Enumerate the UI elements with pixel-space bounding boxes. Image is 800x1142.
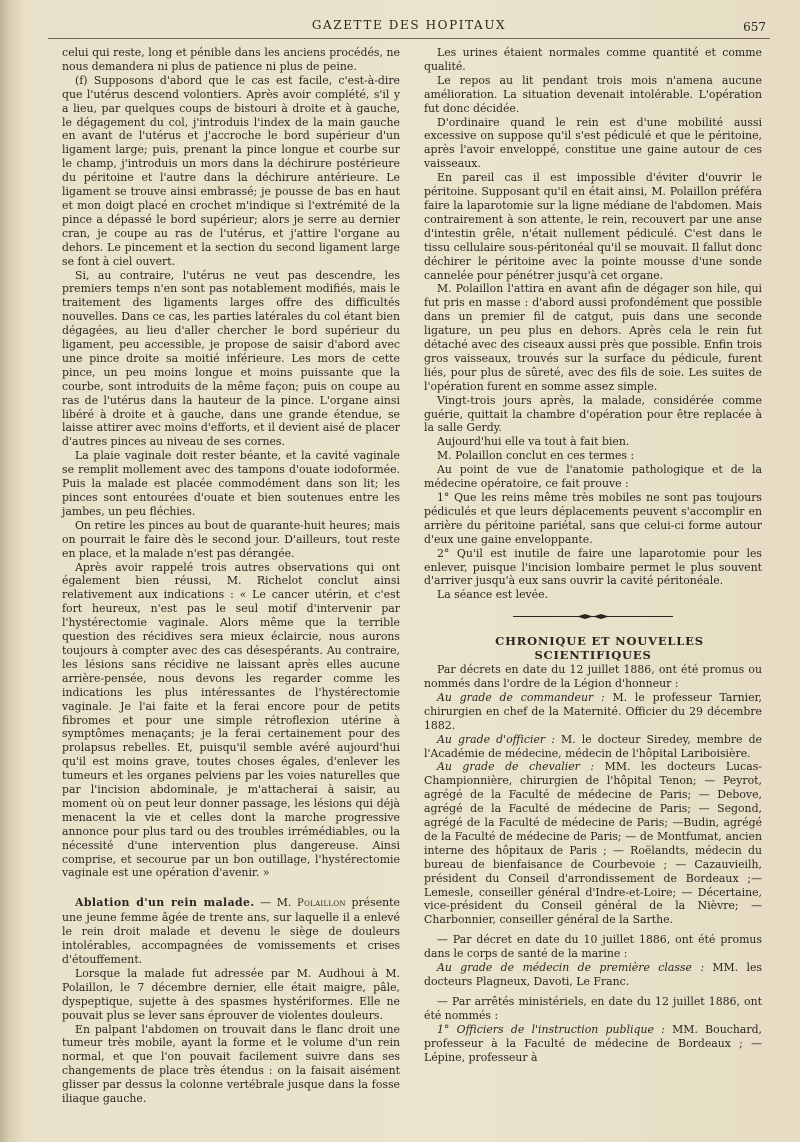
paragraph: Après avoir rappelé trois autres observations qui ont également bien réussi, M. Richelot conclut ainsi relativement aux indications : « Le cancer utérin, et c'est fort heureux, n'est pas le seul motif d'intervenir par l'hystérectomie vaginale. Alors même que la terrible question des récidives sera mieux éclaircie, nous aurons toujours à compter avec des cas désespérants. Au contraire, les lésions sans récidive ne laissant après elles aucune arrière-pensée, nous devons les regarder comme les indications les plus intéressantes de l'hystérectomie vaginale. Je l'ai faite et la ferai encore pour de petits fibromes et pour une simple rétroflexion utérine à symptômes menaçants; je la ferai certainement pour des prolapsus rebelles. Et, puisqu'il semble avéré aujourd'hui qu'il est moins grave, toutes choses égales, d'enlever les tumeurs et les organes pelviens par les voies naturelles que par l'incision abdominale, je m'attacherai à saisir, au moment où on peut leur donner passage, les lésions qui déjà menacent la vie et celles dont la marche progressive annonce pour plus tard ou des troubles irrémédiables, ou la nécessité d'une intervention plus dangereuse. Ainsi comprise, et secourue par un bon outillage, l'hystérectomie vaginale est une opération d'avenir. » [62,560,400,880]
italic-lead: Au grade de commandeur : [437,690,605,704]
author-name: Polaillon [297,898,346,910]
paragraph: Par décrets en date du 12 juillet 1886, ont été promus ou nommés dans l'ordre de la Légion d'honneur : [424,663,762,690]
running-title: GAZETTE DES HOPITAUX [311,18,507,32]
paragraph: En pareil cas il est impossible d'éviter d'ouvrir le péritoine. Supposant qu'il en était ainsi, M. Polaillon préféra faire la laparotomie sur la ligne médiane de l'abdomen. Mais contrairement à son attente, le rein, recouvert par une anse d'intestin grêle, n'était nullement pédiculé. C'est dans le tissu cellulaire sous-péritonéal qu'il se mouvait. Il fallut donc déchirer le péritoine avec la pointe mousse d'une sonde cannelée pour pénétrer jusqu'à cet organe. [424,171,762,282]
left-column [62,46,400,1106]
paragraph: On retire les pinces au bout de quarante-huit heures; mais on pourrait le faire dès le second jour. D'ailleurs, tout reste en place, et la malade n'est pas dérangée. [62,518,400,560]
paragraph: Si, au contraire, l'utérus ne veut pas descendre, les premiers temps n'en sont pas notablement modifiés, mais le traitement des ligaments larges offre des difficultés nouvelles. Dans ce cas, les parties latérales du col étant bien dégagées, au lieu d'aller chercher le bord supérieur du ligament, peu accessible, je propose de saisir d'abord avec une pince droite sa moitié inférieure. Les mors de cette pince, un peu moins longue et moins puissante que la courbe, sont introduits de la même façon; puis on coupe au ras de l'utérus dans la hauteur de la pince. L'organe ainsi libéré à droite et à gauche, dans une grande étendue, se laisse attirer avec moins d'efforts, et il devient aisé de placer d'autres pinces au niveau de ses cornes. [62,268,400,449]
paragraph: Lorsque la malade fut adressée par M. Audhoui à M. Polaillon, le 7 décembre dernier, elle était maigre, pâle, dyspeptique, sujette à des spasmes hystériformes. Elle ne pouvait plus se lever sans éprouver de violentes douleurs. [62,966,400,1022]
italic-lead: 1° Officiers de l'instruction publique : [437,1022,665,1036]
page-number: 657 [743,20,766,34]
right-column [424,46,762,1064]
paragraph-text: M. le professeur Tarnier, chirurgien en chef de la Maternité. Officier du 29 décembre 1882. [424,690,762,732]
paragraph [424,760,762,927]
italic-lead: Au grade de médecin de première classe : [437,961,704,975]
paragraph-text: MM. les docteurs Plagneux, Davoti, Le Franc. [424,961,762,988]
paragraph: Vingt-trois jours après, la malade, considérée comme guérie, quittait la chambre d'opération pour être replacée à la salle Gerdy. [424,393,762,435]
paragraph: 1° Que les reins même très mobiles ne sont pas toujours pédiculés et que leurs déplacements peuvent s'accomplir en arrière du péritoine pariétal, sans que celui-ci forme autour d'eux une gaine enveloppante. [424,491,762,546]
paragraph-text: MM. les docteurs Lucas-Championnière, chirurgien de l'hôpital Tenon; — Peyrot, agrégé de la Faculté de médecine de Paris; — Debove, agrégé de la Faculté de médecine de Paris; — Segond, agrégé de la Faculté de médecine de Paris; —Budin, agrégé de la Faculté de médecine de Paris; — de Montfumat, ancien interne des hôpitaux de Paris ; — Roëlandts, médecin du bureau de bienfaisance de Courbevoie ; — Cazauvieilh, président du Conseil d'arrondissement de Bordeaux ;— Lemesle, conseiller général d'Indre-et-Loire; — Décertaine, vice-président du Conseil général de la Nièvre; — Charbonnier, conseiller général de la Sarthe. [424,760,762,927]
paragraph: Le repos au lit pendant trois mois n'amena aucune amélioration. La situation devenait intolérable. L'opération fut donc décidée. [424,73,762,115]
paragraph [424,961,762,989]
paragraph: Aujourd'hui elle va tout à fait bien. [437,435,630,449]
paragraph: La plaie vaginale doit rester béante, et la cavité vaginale se remplit mollement avec des tampons d'ouate iodoformée. Puis la malade est placée commodément dans son lit; les pinces sont entourées d'ouate et bien soutenues entre les jambes, un peu fléchies. [62,449,400,518]
paragraph [424,733,762,761]
paragraph: M. Polaillon l'attira en avant afin de dégager son hile, qui fut pris en masse : d'abord aussi profondément que possible dans un premier fil de catgut, puis dans une seconde ligature, un peu plus en dehors. Après cela le rein fut détaché avec des ciseaux aussi près que possible. Enfin trois gros vaisseaux, trouvés sur la surface du pédicule, furent liés, pour plus de sûreté, avec des fils de soie. Les suites de l'opération furent en somme assez simple. [424,282,762,393]
italic-lead: Au grade de chevalier : [437,760,595,774]
section-heading: CHRONIQUE ET NOUVELLES SCIENTIFIQUES [495,634,704,663]
article-dash: — M. [260,896,292,910]
italic-lead: Au grade d'officier : [437,732,555,746]
paragraph: celui qui reste, long et pénible dans les anciens procédés, ne nous demandera ni plus de patience ni plus de peine. [62,46,400,73]
paragraph [424,1023,762,1065]
article-text: présente une jeune femme âgée de trente ans, sur laquelle il a enlevé le rein droit malade et devenu le siège de douleurs intolérables, accompagnées de vomissements et crises d'étouffement. [62,896,400,966]
paragraph: M. Polaillon conclut en ces termes : [437,449,635,463]
paragraph: D'ordinaire quand le rein est d'une mobilité aussi excessive on suppose qu'il s'est pédiculé et que le péritoine, après l'avoir enveloppé, constitue une gaine autour de ces vaisseaux. [424,115,762,171]
article-paragraph [62,896,400,967]
paragraph [424,691,762,733]
paragraph: La séance est levée. [437,588,549,602]
paragraph: Les urines étaient normales comme quantité et comme qualité. [424,46,762,73]
paragraph-text: MM. Bouchard, professeur à la Faculté de médecine de Bordeaux ; — Lépine, professeur à [424,1022,763,1064]
paragraph: (f) Supposons d'abord que le cas est facile, c'est-à-dire que l'utérus descend volontiers. Après avoir complété, s'il y a lieu, par quelques coups de bistouri à droite et à gauche, le dégagement du col, j'introduis l'index de la main gauche en avant de l'utérus et j'accroche le bord supérieur d'un ligament large; puis, prenant la pince longue et courbe sur le champ, j'introduis un mors dans la déchirure postérieure du péritoine et l'autre dans la déchirure antérieure. Le ligament se trouve ainsi embrassé; je pousse de bas en haut et mon doigt placé en crochet m'indique si l'extrémité de la pince a dépassé le bord supérieur; alors je serre au dernier cran, je coupe au ras de l'utérus, et j'attire l'organe au dehors. Le pincement et la section du second ligament large se font à ciel ouvert. [62,73,400,268]
ornamental-rule [513,612,673,621]
paragraph: — Par décret en date du 10 juillet 1886, ont été promus dans le corps de santé de la marine : [424,933,762,961]
paragraph-text: M. le docteur Siredey, membre de l'Académie de médecine, médecin de l'hôpital Lariboisière. [424,732,763,760]
paragraph: 2° Qu'il est inutile de faire une laparotomie pour les enlever, puisque l'incision lombaire permet le plus souvent d'arriver jusqu'à eux sans ouvrir la cavité péritonéale. [424,546,762,588]
paragraph: En palpant l'abdomen on trouvait dans le flanc droit une tumeur très mobile, ayant la forme et le volume d'un rein normal, et que l'on pouvait facilement suivre dans ses changements de place très étendus : on la faisait aisément glisser par dessus la colonne vertébrale jusque dans la fosse iliaque gauche. [62,1022,400,1106]
page-header [48,16,770,39]
paragraph: Au point de vue de l'anatomie pathologique et de la médecine opératoire, ce fait prouve : [424,463,762,491]
article-heading: Ablation d'un rein malade. [75,896,255,910]
paragraph: — Par arrêtés ministériels, en date du 12 juillet 1886, ont été nommés : [424,994,762,1022]
